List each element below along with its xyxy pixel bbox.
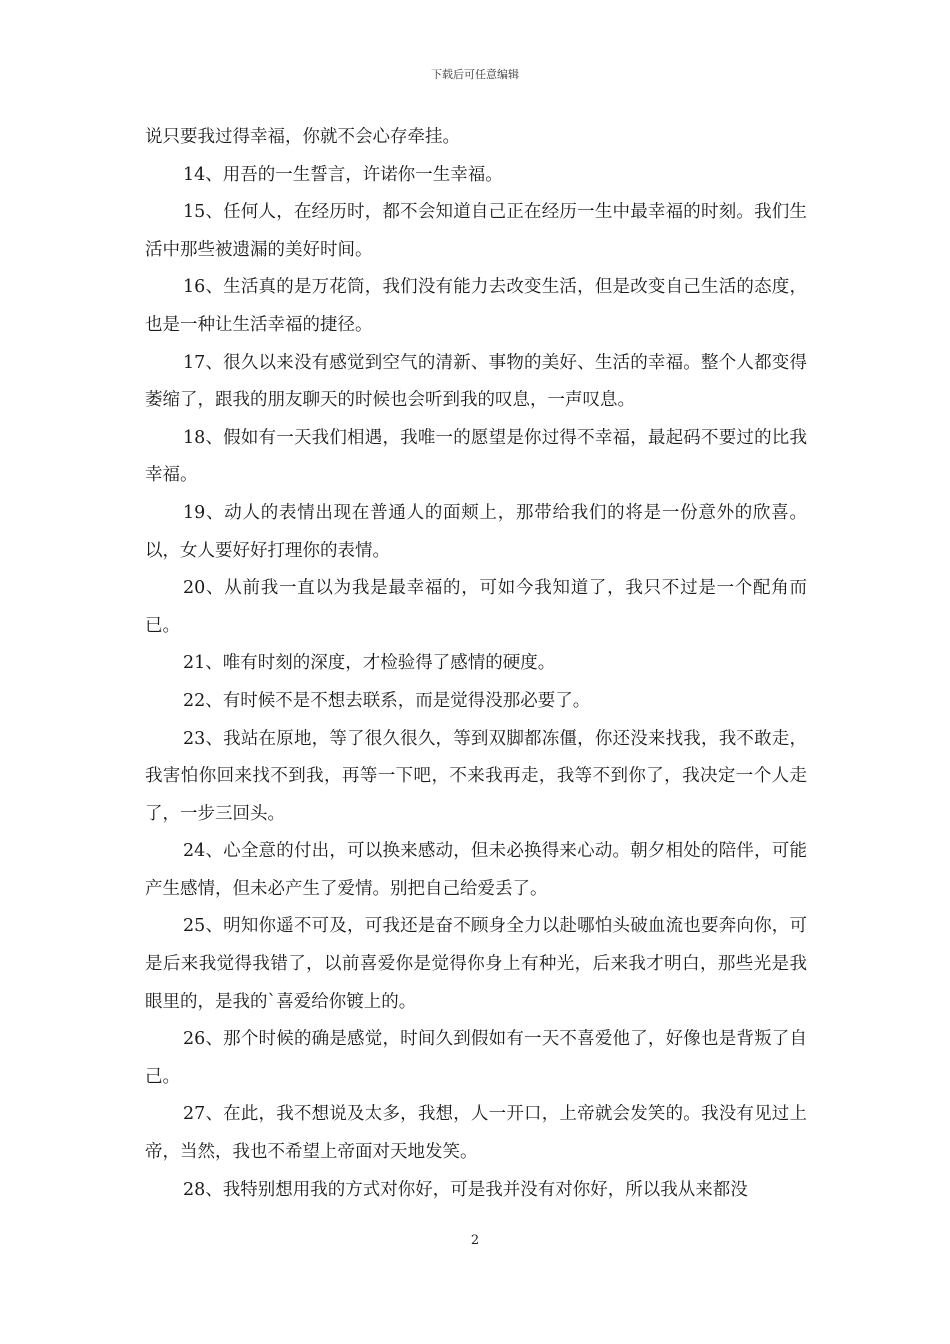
- document-body: [145, 119, 807, 1209]
- paragraph-17: 17、很久以来没有感觉到空气的清新、事物的美好、生活的幸福。整个人都变得萎缩了，跟我的朋友聊天的时候也会听到我的叹息，一声叹息。: [145, 352, 807, 411]
- paragraph-15: 15、任何人，在经历时，都不会知道自己正在经历一生中最幸福的时刻。我们生活中那些被遗漏的美好时间。: [145, 202, 807, 260]
- paragraph-25: 25、明知你遥不可及，可我还是奋不顾身全力以赴哪怕头破血流也要奔向你，可是后来我觉得我错了，以前喜爱你是觉得你身上有种光，后来我才明白，那些光是我眼里的，是我的`喜爱给你镀上的。: [145, 916, 807, 1012]
- paragraph-21: 21、唯有时刻的深度，才检验得了感情的硬度。: [183, 653, 556, 674]
- paragraph-26: 26、那个时候的确是感觉，时间久到假如有一天不喜爱他了，好像也是背叛了自己。: [145, 1029, 807, 1087]
- page-header: 下载后可任意编辑: [431, 68, 519, 81]
- paragraph-14: 14、用吾的一生誓言，许诺你一生幸福。: [183, 164, 503, 185]
- paragraph-22: 22、有时候不是不想去联系，而是觉得没那必要了。: [183, 690, 591, 711]
- paragraph-24: 24、心全意的付出，可以换来感动，但未必换得来心动。朝夕相处的陪伴，可能产生感情，但未必产生了爱情。别把自己给爱丢了。: [145, 841, 807, 899]
- page-number: 2: [470, 1233, 480, 1248]
- paragraph-continued: 说只要我过得幸福，你就不会心存牵挂。: [145, 127, 460, 147]
- paragraph-18: 18、假如有一天我们相遇，我唯一的愿望是你过得不幸福，最起码不要过的比我幸福。: [145, 427, 807, 486]
- paragraph-19: 19、动人的表情出现在普通人的面颊上，那带给我们的将是一份意外的欣喜。以，女人要好好打理你的表情。: [145, 502, 807, 561]
- paragraph-23: 23、我站在原地，等了很久很久，等到双脚都冻僵，你还没来找我，我不敢走，我害怕你回来找不到我，再等一下吧，不来我再走，我等不到你了，我决定一个人走了，一步三回头。: [145, 728, 807, 824]
- paragraph-28: 28、我特别想用我的方式对你好，可是我并没有对你好，所以我从来都没: [183, 1179, 748, 1200]
- paragraph-20: 20、从前我一直以为我是最幸福的，可如今我知道了，我只不过是一个配角而已。: [145, 578, 807, 636]
- paragraph-27: 27、在此，我不想说及太多，我想，人一开口，上帝就会发笑的。我没有见过上帝，当然，我也不希望上帝面对天地发笑。: [145, 1104, 807, 1163]
- paragraph-16: 16、生活真的是万花筒，我们没有能力去改变生活，但是改变自己生活的态度，也是一种让生活幸福的捷径。: [145, 277, 807, 335]
